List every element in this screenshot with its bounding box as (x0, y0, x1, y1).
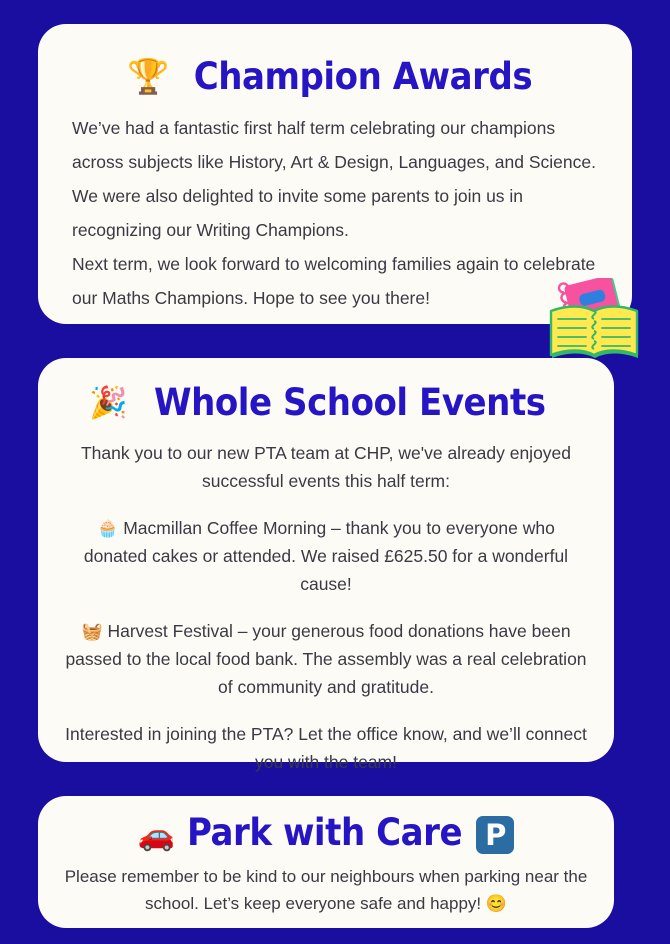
whole-school-events-outro: Interested in joining the PTA? Let the office know, and we’ll connect you with the team! (65, 723, 587, 772)
event-item-macmillan-text: Macmillan Coffee Morning – thank you to everyone who donated cakes or attended. We raised £625.50 for a wonderful cause! (83, 517, 569, 595)
card-park-with-care (38, 796, 614, 928)
trophy-icon: 🏆 (127, 57, 169, 98)
card-champion-awards (38, 24, 632, 324)
heading-park-with-care-text: Park with Care (187, 811, 463, 854)
champion-awards-paragraph-2: Next term, we look forward to welcoming families again to celebrate our Maths Champions. Hope to see you there! (72, 254, 596, 309)
cupcake-icon: 🧁 (97, 518, 119, 538)
heading-park-with-care (64, 811, 588, 854)
basket-icon: 🧺 (81, 621, 103, 641)
parking-sign-badge: P (476, 816, 514, 854)
heading-whole-school-events-text: Whole School Events (154, 381, 546, 424)
event-item-harvest-text: Harvest Festival – your generous food donations have been passed to the local food bank. The assembly was a real celebration of community and gratitude. (65, 620, 587, 698)
heading-champion-awards-text: Champion Awards (193, 55, 533, 98)
whole-school-events-intro: Thank you to our new PTA team at CHP, we've already enjoyed successful events this half term: (80, 442, 572, 492)
heading-champion-awards (72, 55, 602, 98)
event-item-harvest (64, 617, 588, 702)
card-whole-school-events (38, 358, 614, 772)
event-item-macmillan (64, 514, 588, 599)
park-with-care-paragraph: Please remember to be kind to our neighbours when parking near the school. Let’s keep everyone safe and happy! 😊 (64, 866, 588, 914)
champion-awards-paragraph-1: We’ve had a fantastic first half term celebrating our champions across subjects like History, Art & Design, Languages, and Science. We were also delighted to invite some parents to join us in recognizing our Writing Champions. (72, 117, 596, 241)
party-popper-icon: 🎉 (89, 384, 128, 421)
car-icon: 🚗 (137, 818, 175, 854)
heading-whole-school-events (64, 381, 588, 424)
